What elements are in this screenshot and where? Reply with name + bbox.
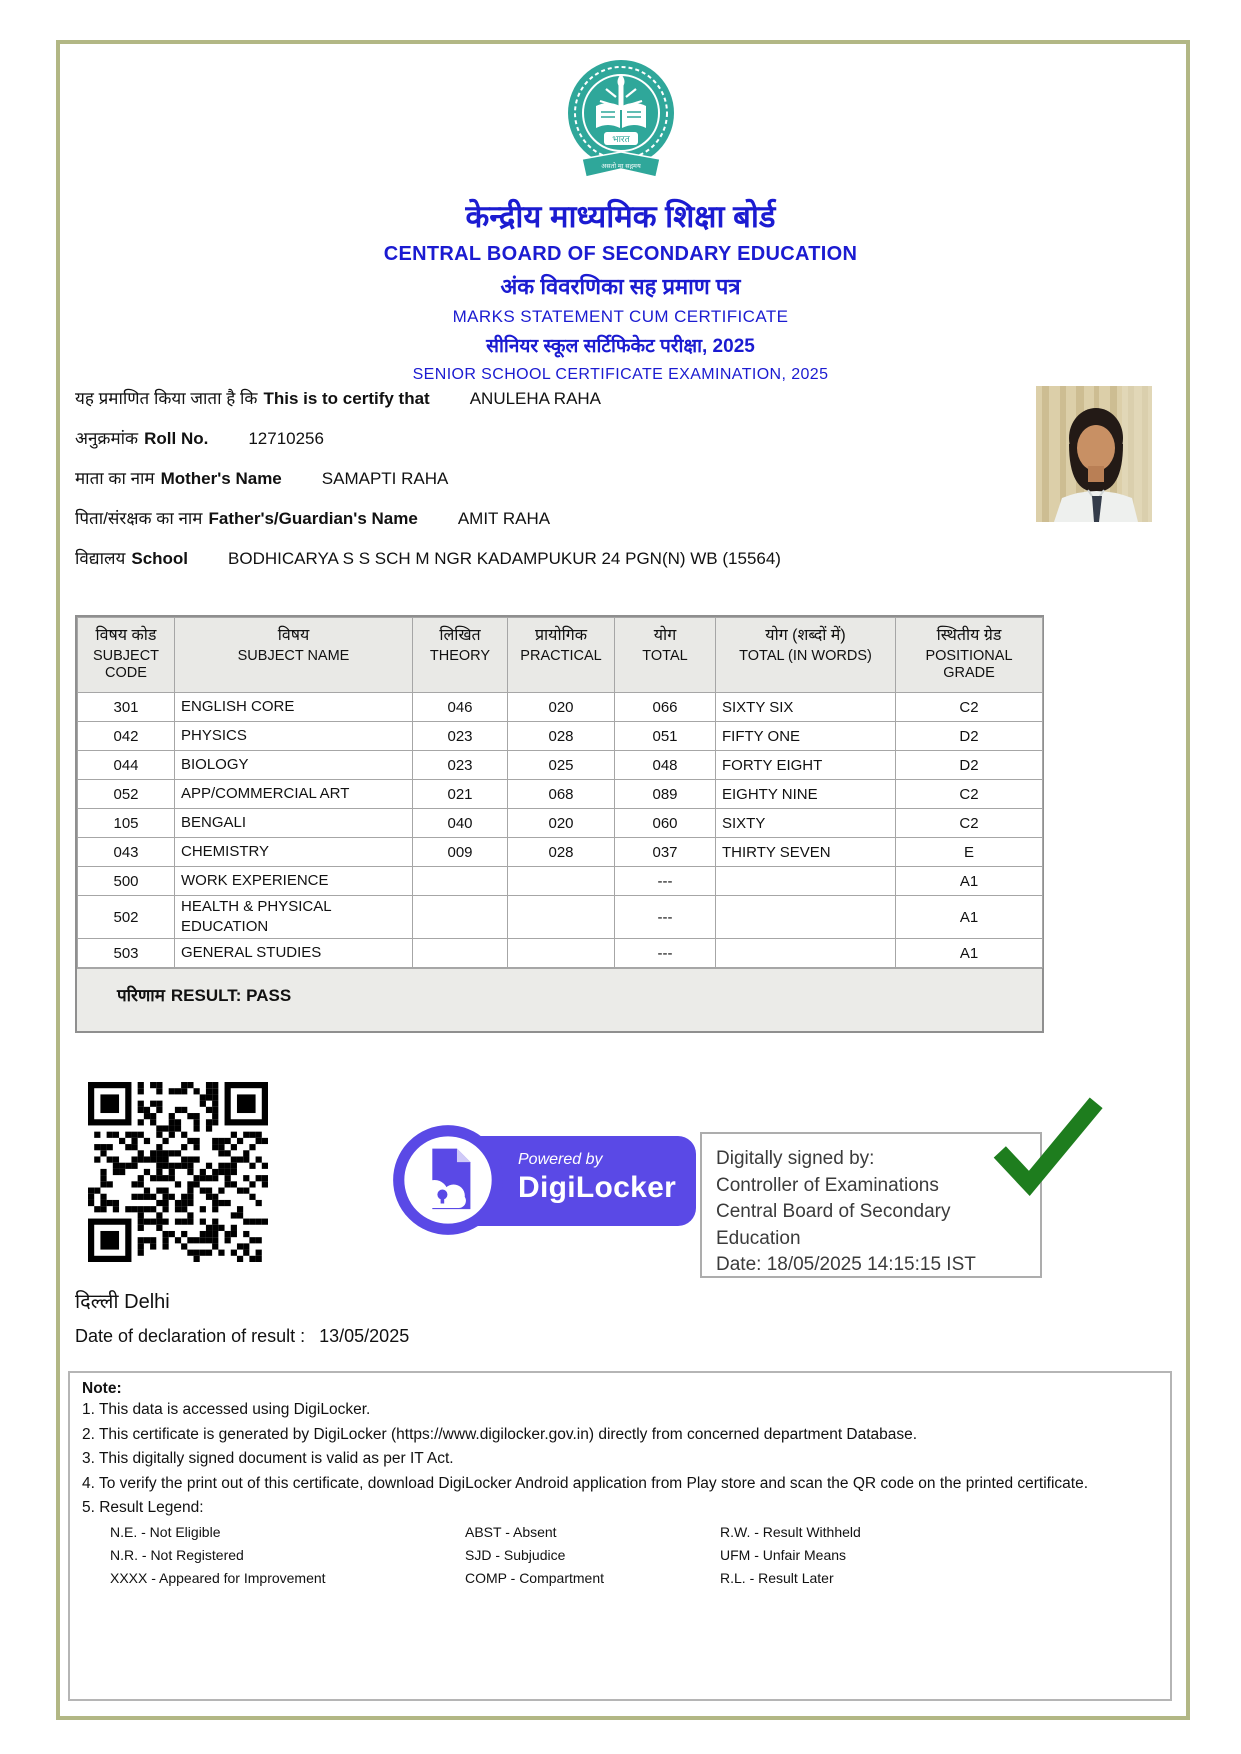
cell-total: 089 [615, 780, 716, 809]
cell-grade: C2 [896, 780, 1043, 809]
table-row [78, 838, 1043, 867]
cell-grade: E [896, 838, 1043, 867]
qr-code [88, 1082, 268, 1262]
school-label-hindi: विद्यालय [75, 549, 126, 568]
result-label-english: RESULT: [170, 986, 242, 1005]
legend-entry: UFM - Unfair Means [720, 1546, 847, 1563]
mother-line [75, 466, 1025, 506]
certify-label-hindi: यह प्रमाणित किया जाता है कि [75, 389, 258, 408]
cell-code: 503 [78, 939, 175, 968]
cell-code: 043 [78, 838, 175, 867]
cell-grade: A1 [896, 896, 1043, 939]
roll-number: 12710256 [248, 429, 324, 448]
digilocker-brand: DigiLocker [518, 1171, 677, 1204]
cell-theory: 021 [413, 780, 508, 809]
org-title-hindi: केन्द्रीय माध्यमिक शिक्षा बोर्ड [465, 199, 776, 234]
cell-total: 037 [615, 838, 716, 867]
cell-name: APP/COMMERCIAL ART [175, 780, 413, 809]
cell-words: SIXTY [716, 809, 896, 838]
note-item: 1. This data is accessed using DigiLocker. [82, 1401, 371, 1418]
digilocker-icon [392, 1124, 504, 1236]
roll-label-english: Roll No. [144, 429, 209, 448]
header-total-words: योग (शब्दों में) TOTAL (IN WORDS) [716, 618, 896, 693]
header-subject-code: विषय कोड SUBJECT CODE [78, 618, 175, 693]
cell-words: FORTY EIGHT [716, 751, 896, 780]
cell-words: FIFTY ONE [716, 722, 896, 751]
declaration-label: Date of declaration of result : [75, 1326, 306, 1346]
cell-theory: 023 [413, 751, 508, 780]
cell-practical: 025 [508, 751, 615, 780]
table-row [78, 780, 1043, 809]
result-label-hindi: परिणाम [117, 986, 165, 1005]
note-item: 4. To verify the print out of this certificate, download DigiLocker Android application from Play store and scan the QR code on the printed certificate. [82, 1474, 1089, 1492]
verified-check-icon [988, 1094, 1106, 1204]
legend-entry: R.L. - Result Later [720, 1569, 834, 1586]
cell-total: 066 [615, 693, 716, 722]
cell-name: BIOLOGY [175, 751, 413, 780]
place-hindi: दिल्ली [75, 1291, 119, 1313]
table-row [78, 867, 1043, 896]
legend-entry: COMP - Compartment [465, 1569, 604, 1586]
note-item: 3. This digitally signed document is valid as per IT Act. [82, 1450, 454, 1467]
cell-name: BENGALI [175, 809, 413, 838]
cell-grade: A1 [896, 867, 1043, 896]
school-name: BODHICARYA S S SCH M NGR KADAMPUKUR 24 PGN(N) WB (15564) [228, 549, 781, 568]
cell-words [716, 867, 896, 896]
declaration-line [75, 1326, 409, 1347]
cell-code: 052 [78, 780, 175, 809]
header-practical: प्रायोगिक PRACTICAL [508, 618, 615, 693]
note-item: 2. This certificate is generated by DigiLocker (https://www.digilocker.gov.in) directly from concerned department Database. [82, 1425, 918, 1443]
legend-entry: SJD - Subjudice [465, 1546, 566, 1563]
cell-theory: 023 [413, 722, 508, 751]
cell-grade: D2 [896, 751, 1043, 780]
signature-line-4: Date: 18/05/2025 14:15:15 IST [716, 1254, 976, 1275]
table-row [78, 809, 1043, 838]
cell-practical: 020 [508, 809, 615, 838]
roll-line [75, 426, 1025, 466]
cell-grade: A1 [896, 939, 1043, 968]
cell-practical: 028 [508, 722, 615, 751]
marks-table-container [75, 615, 1044, 1033]
note-items [82, 1398, 1158, 1521]
exam-title-english: SENIOR SCHOOL CERTIFICATE EXAMINATION, 2025 [412, 366, 829, 383]
cell-practical: 028 [508, 838, 615, 867]
mother-name: SAMAPTI RAHA [321, 469, 449, 488]
mother-label-english: Mother's Name [160, 469, 282, 488]
signature-line-1: Digitally signed by: [716, 1148, 875, 1169]
table-header-row [78, 618, 1043, 693]
result-legend [82, 1521, 1158, 1590]
cell-grade: D2 [896, 722, 1043, 751]
doc-title-english: MARKS STATEMENT CUM CERTIFICATE [452, 307, 789, 326]
cell-total: 051 [615, 722, 716, 751]
cell-theory: 009 [413, 838, 508, 867]
org-title-english: CENTRAL BOARD OF SECONDARY EDUCATION [383, 243, 858, 265]
digilocker-badge [392, 1124, 704, 1238]
table-row [78, 722, 1043, 751]
certify-line [75, 386, 1025, 426]
doc-title-hindi: अंक विवरणिका सह प्रमाण पत्र [500, 274, 741, 299]
certificate-header [0, 56, 1241, 384]
result-strip [77, 968, 1042, 1031]
cell-theory [413, 939, 508, 968]
cell-name: GENERAL STUDIES [175, 939, 413, 968]
cell-code: 301 [78, 693, 175, 722]
signature-line-3: Central Board of Secondary Education [716, 1201, 951, 1249]
note-item: 5. Result Legend: [82, 1499, 204, 1516]
cell-total: 048 [615, 751, 716, 780]
cbse-logo-icon [560, 56, 682, 188]
cell-words [716, 896, 896, 939]
logo-country-text: भारत [611, 134, 630, 144]
certify-label-english: This is to certify that [263, 389, 430, 408]
cell-name: HEALTH & PHYSICAL EDUCATION [175, 896, 413, 939]
header-total: योग TOTAL [615, 618, 716, 693]
cell-theory: 040 [413, 809, 508, 838]
cell-theory [413, 896, 508, 939]
header-theory: लिखित THEORY [413, 618, 508, 693]
exam-title-hindi: सीनियर स्कूल सर्टिफिकेट परीक्षा, 2025 [486, 336, 755, 357]
cell-name: CHEMISTRY [175, 838, 413, 867]
legend-row [82, 1521, 1158, 1544]
digilocker-powered-by: Powered by [518, 1151, 603, 1168]
legend-row [82, 1544, 1158, 1567]
place-english: Delhi [124, 1291, 170, 1313]
father-name: AMIT RAHA [457, 509, 551, 528]
table-row [78, 751, 1043, 780]
cell-total: --- [615, 867, 716, 896]
legend-entry: N.E. - Not Eligible [110, 1523, 221, 1540]
note-box [68, 1371, 1172, 1701]
cell-grade: C2 [896, 809, 1043, 838]
table-row [78, 693, 1043, 722]
father-line [75, 506, 1025, 546]
cell-practical: 068 [508, 780, 615, 809]
cell-theory: 046 [413, 693, 508, 722]
legend-entry: XXXX - Appeared for Improvement [110, 1569, 326, 1586]
mother-label-hindi: माता का नाम [75, 469, 155, 488]
cell-theory [413, 867, 508, 896]
declaration-date: 13/05/2025 [319, 1326, 410, 1346]
signature-line-2: Controller of Examinations [716, 1174, 939, 1196]
marks-table [77, 617, 1043, 968]
cell-total: --- [615, 896, 716, 939]
cell-name: PHYSICS [175, 722, 413, 751]
cell-code: 042 [78, 722, 175, 751]
school-line [75, 546, 1025, 586]
cell-total: 060 [615, 809, 716, 838]
cell-practical [508, 867, 615, 896]
cell-grade: C2 [896, 693, 1043, 722]
cell-code: 502 [78, 896, 175, 939]
cell-practical [508, 896, 615, 939]
cell-words [716, 939, 896, 968]
legend-row [82, 1567, 1158, 1590]
legend-entry: ABST - Absent [465, 1523, 557, 1540]
cell-code: 105 [78, 809, 175, 838]
result-value: PASS [246, 986, 292, 1005]
roll-label-hindi: अनुक्रमांक [75, 429, 139, 448]
cell-code: 044 [78, 751, 175, 780]
school-label-english: School [131, 549, 189, 568]
cell-words: SIXTY SIX [716, 693, 896, 722]
legend-entry: N.R. - Not Registered [110, 1546, 244, 1563]
father-label-hindi: पिता/संरक्षक का नाम [75, 509, 203, 528]
father-label-english: Father's/Guardian's Name [208, 509, 418, 528]
cell-total: --- [615, 939, 716, 968]
student-name: ANULEHA RAHA [469, 389, 602, 408]
cell-practical [508, 939, 615, 968]
table-row [78, 939, 1043, 968]
student-info [75, 386, 1025, 586]
cell-name: ENGLISH CORE [175, 693, 413, 722]
legend-entry: R.W. - Result Withheld [720, 1523, 861, 1540]
note-title: Note: [82, 1380, 122, 1397]
student-photo [1036, 386, 1152, 522]
cell-words: THIRTY SEVEN [716, 838, 896, 867]
place-line [75, 1287, 170, 1314]
logo-motto-text: असतो मा सद्गमय [600, 163, 641, 170]
cell-code: 500 [78, 867, 175, 896]
cell-practical: 020 [508, 693, 615, 722]
cell-name: WORK EXPERIENCE [175, 867, 413, 896]
header-positional-grade: स्थितीय ग्रेड POSITIONAL GRADE [896, 618, 1043, 693]
header-subject-name: विषय SUBJECT NAME [175, 618, 413, 693]
cell-words: EIGHTY NINE [716, 780, 896, 809]
table-row [78, 896, 1043, 939]
